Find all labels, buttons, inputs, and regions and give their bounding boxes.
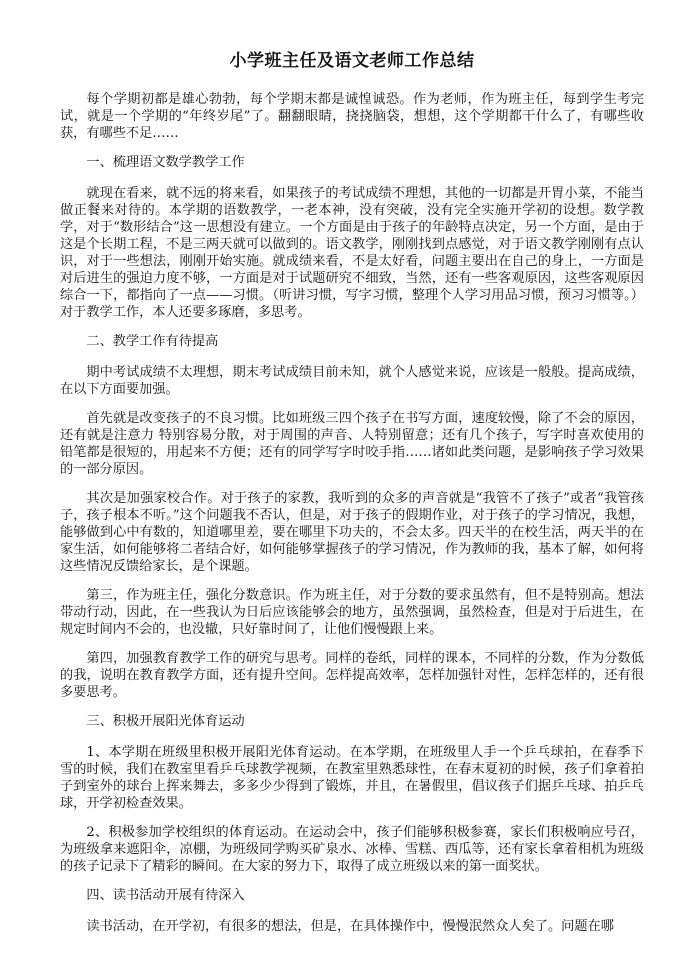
section-heading-3: 三、积极开展阳光体育运动 (86, 714, 245, 729)
section-4-paragraph-1: 读书活动，在开学初，有很多的想法，但是，在具体操作中，慢慢泯然众人矣了。问题在哪 (86, 919, 614, 934)
section-2-paragraph-1: 期中考试成绩不太理想，期末考试成绩目前未知，就个人感觉来说，应该是一般般。提高成绩，在以下方面要加强。 (60, 365, 644, 397)
section-1-paragraph-1: 就现在看来，就不远的将来看，如果孩子的考试成绩不理想，其他的一切都是开胃小菜，不能当做正餐来对待的。本学期的语数教学，一老本神，没有突破，没有完全实施开学初的设想。数学教学，对于“数形结合”这一思想没有建立。一个方面是由于孩子的年龄特点决定，另一个方面，是由于这是个长期工程，不是三两天就可以做到的。语文教学，刚刚找到点感觉，对于语文教学刚刚有点认识，对于一些想法，刚刚开始实施。就成绩来看，不是太好看，问题主要出在自己的身上，一方面是对后进生的强迫力度不够，一方面是对于试题研究不细致，当然，还有一些客观原因，这些客观原因综合一下，都指向了一点——习惯。（听讲习惯，写字习惯，整理个人学习用品习惯，预习习惯等。）对于教学工作，本人还要多琢磨，多思考。 (60, 186, 644, 320)
section-heading-2: 二、教学工作有待提高 (86, 334, 219, 349)
section-3-paragraph-2: 2、积极参加学校组织的体育运动。在运动会中，孩子们能够积极参赛，家长们积极响应号召，为班级拿来遮阳伞，凉棚，为班级同学购买矿泉水、冰棒、雪糕、西瓜等，还有家长拿着相机为班级的孩子记录下了精彩的瞬间。在大家的努力下，取得了成立班级以来的第一面奖状。 (60, 825, 644, 874)
document-title: 小学班主任及语文老师工作总结 (229, 51, 475, 71)
section-2-paragraph-3: 其次是加强家校合作。对于孩子的家教，我听到的众多的声音就是“我管不了孩子”或者“我管孩子，孩子根本不听。”这个问题我不否认，但是，对于孩子的假期作业，对于孩子的学习情况，我想，能够做到心中有数的，知道哪里差，要在哪里下功夫的，不会太多。四天半的在校生活，两天半的在家生活，如何能够将二者结合好，如何能够掌握孩子的学习情况，作为教师的我，基本了解，如何将这些情况反馈给家长，是个课题。 (60, 491, 644, 574)
section-heading-4: 四、读书活动开展有待深入 (86, 888, 245, 903)
section-2-paragraph-5: 第四，加强教育教学工作的研究与思考。同样的卷纸，同样的课本，不同样的分数，作为分数低的我，说明在教育教学方面，还有提升空间。怎样提高效率，怎样加强针对性，怎样怎样的，还有很多要思考。 (60, 651, 644, 700)
section-3-paragraph-1: 1、本学期在班级里积极开展阳光体育运动。在本学期，在班级里人手一个乒乓球拍，在春季下雪的时候，我们在教室里看乒乓球教学视频，在教室里熟悉球性，在春末夏初的时候，孩子们拿着拍子到室外的球台上挥来舞去，多多少少得到了锻炼，并且，在暑假里，倡议孩子们据乒乓球、拍乒乓球，开学初检查效果。 (60, 745, 644, 811)
section-2-paragraph-4: 第三，作为班主任，强化分数意识。作为班主任，对于分数的要求虽然有，但不是特别高。想法带动行动，因此，在一些我认为日后应该能够会的地方，虽然强调，虽然检查，但是对于后进生，在规定时间内不会的，也没辙，只好靠时间了，让他们慢慢跟上来。 (60, 588, 644, 637)
section-2-paragraph-2: 首先就是改变孩子的不良习惯。比如班级三四个孩子在书写方面，速度较慢，除了不会的原因，还有就是注意力 特别容易分散，对于周围的声音、人特别留意；还有几个孩子，写字时喜欢使用的铅笔都是很短的，用起来不方便；还有的同学写字时咬手指……诸如此类问题，是影响孩子学习效果的一部分原因。 (60, 411, 644, 477)
section-heading-1: 一、梳理语文数学教学工作 (86, 155, 245, 170)
intro-paragraph: 每个学期初都是雄心勃勃，每个学期末都是诚惶诚恐。作为老师，作为班主任，每到学生考完试，就是一个学期的“年终岁尾”了。翻翻眼睛，挠挠脑袋，想想，这个学期都干什么了，有哪些收获，有哪些不足…… (60, 92, 644, 141)
